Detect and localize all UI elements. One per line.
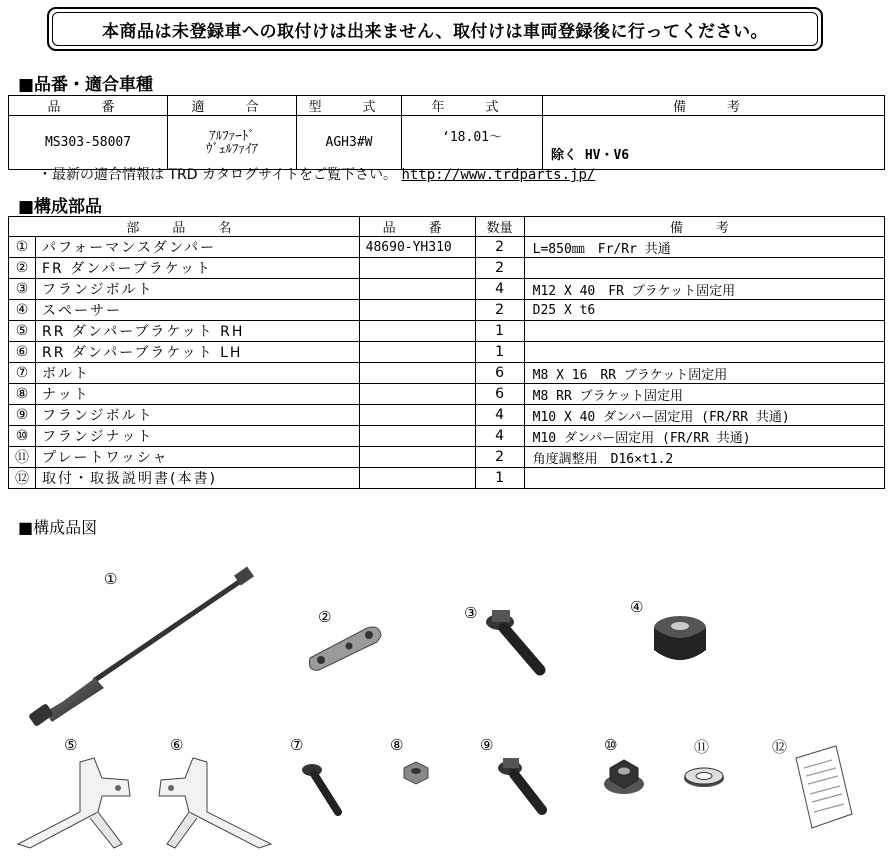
parts-row-name: ナット — [36, 384, 360, 405]
parts-row-part-no — [359, 300, 475, 321]
parts-row — [9, 384, 885, 405]
parts-row-part-no — [359, 342, 475, 363]
diagram-label-3: ③ — [464, 604, 478, 622]
parts-row-note — [524, 468, 884, 489]
parts-row — [9, 279, 885, 300]
diagram-label-6: ⑥ — [170, 736, 184, 754]
bolt-m8-icon — [298, 756, 348, 826]
parts-row — [9, 468, 885, 489]
flange-nut-icon — [602, 756, 652, 800]
parts-row-qty: 1 — [475, 468, 524, 489]
parts-row-name: 取付・取扱説明書(本書) — [36, 468, 360, 489]
parts-row — [9, 258, 885, 279]
parts-row-qty: 4 — [475, 405, 524, 426]
parts-row-part-no — [359, 363, 475, 384]
info-line — [38, 164, 595, 184]
fit-model-1: ｱﾙﾌｧｰﾄﾞ — [209, 128, 255, 144]
fit-header-year: 年 式 — [402, 96, 543, 116]
parts-row-qty: 2 — [475, 300, 524, 321]
diagram-label-1: ① — [104, 570, 118, 588]
parts-row — [9, 321, 885, 342]
parts-row-part-no — [359, 258, 475, 279]
fit-heading: ■品番・適合車種 — [18, 75, 154, 95]
parts-row — [9, 405, 885, 426]
parts-row-num: ⑦ — [9, 363, 36, 384]
parts-row-note: M10 X 40 ダンパー固定用 (FR/RR 共通) — [524, 405, 884, 426]
parts-row-qty: 2 — [475, 258, 524, 279]
parts-row-num: ③ — [9, 279, 36, 300]
parts-row-num: ⑩ — [9, 426, 36, 447]
rr-bracket-rh-icon — [10, 752, 140, 862]
fit-header-note: 備 考 — [543, 96, 885, 116]
parts-row — [9, 426, 885, 447]
notice-text: 本商品は未登録車への取付けは出来ません、取付けは車両登録後に行ってください。 — [52, 12, 818, 46]
parts-row-part-no — [359, 447, 475, 468]
parts-row-qty: 1 — [475, 321, 524, 342]
parts-row-name: ボルト — [36, 363, 360, 384]
fit-model-2: ｳﾞｪﾙﾌｧｲｱ — [206, 141, 258, 157]
parts-row-name: RR ダンパーブラケット LH — [36, 342, 360, 363]
parts-row-note: M8 RR ブラケット固定用 — [524, 384, 884, 405]
parts-row-part-no — [359, 384, 475, 405]
parts-row-qty: 4 — [475, 279, 524, 300]
parts-row-note — [524, 321, 884, 342]
parts-row-note: M8 X 16 RR ブラケット固定用 — [524, 363, 884, 384]
parts-row-part-no — [359, 468, 475, 489]
diagram-label-4: ④ — [630, 598, 644, 616]
fit-header-fit: 適 合 — [168, 96, 297, 116]
info-text: ・最新の適合情報は TRD カタログサイトをご覧下さい。 — [38, 167, 397, 183]
parts-row-num: ⑪ — [9, 447, 36, 468]
parts-row-num: ② — [9, 258, 36, 279]
fit-row — [9, 116, 885, 170]
parts-row-num: ⑫ — [9, 468, 36, 489]
parts-header-part: 品 番 — [359, 217, 475, 237]
parts-row-part-no — [359, 405, 475, 426]
parts-row-num: ⑨ — [9, 405, 36, 426]
parts-row-part-no — [359, 321, 475, 342]
parts-row-note: L=850㎜ Fr/Rr 共通 — [524, 237, 884, 258]
parts-heading: ■構成部品 — [18, 197, 103, 217]
parts-row-qty: 4 — [475, 426, 524, 447]
parts-row-part-no — [359, 279, 475, 300]
diagram-label-7: ⑦ — [290, 736, 304, 754]
fr-bracket-icon — [305, 620, 385, 680]
flange-bolt-m12-icon — [482, 604, 552, 684]
parts-row-name: パフォーマンスダンパー — [36, 237, 360, 258]
parts-row-note — [524, 258, 884, 279]
diagram-label-11: ⑪ — [694, 738, 710, 756]
fit-year: ‘18.01～ — [402, 116, 543, 170]
parts-row-part-no: 48690-YH310 — [359, 237, 475, 258]
parts-row-num: ⑥ — [9, 342, 36, 363]
parts-body — [9, 237, 885, 489]
parts-row-num: ① — [9, 237, 36, 258]
parts-diagram — [0, 540, 894, 860]
parts-row-name: フランジボルト — [36, 279, 360, 300]
parts-row-note — [524, 342, 884, 363]
parts-row-qty: 2 — [475, 447, 524, 468]
fit-type: AGH3#W — [297, 116, 402, 170]
fit-header-type: 型 式 — [297, 96, 402, 116]
manual-document-icon — [792, 744, 862, 834]
parts-row-name: FR ダンパーブラケット — [36, 258, 360, 279]
parts-row-name: フランジナット — [36, 426, 360, 447]
parts-row-num: ⑧ — [9, 384, 36, 405]
diagram-label-10: ⑩ — [604, 736, 618, 754]
fit-header-part: 品 番 — [9, 96, 168, 116]
parts-row-note: M12 X 40 FR ブラケット固定用 — [524, 279, 884, 300]
diagram-label-12: ⑫ — [772, 738, 788, 756]
parts-row-num: ④ — [9, 300, 36, 321]
parts-row-name: スペーサー — [36, 300, 360, 321]
diagram-label-8: ⑧ — [390, 736, 404, 754]
parts-row-qty: 2 — [475, 237, 524, 258]
catalog-link[interactable]: http://www.trdparts.jp/ — [401, 167, 596, 183]
parts-row-qty: 6 — [475, 363, 524, 384]
parts-row-note: 角度調整用 D16×t1.2 — [524, 447, 884, 468]
parts-row — [9, 237, 885, 258]
parts-row-note: M10 ダンパー固定用 (FR/RR 共通) — [524, 426, 884, 447]
parts-row — [9, 342, 885, 363]
parts-row-num: ⑤ — [9, 321, 36, 342]
parts-row-qty: 1 — [475, 342, 524, 363]
diagram-heading: ■構成品図 — [18, 518, 98, 537]
notice-box — [47, 7, 823, 51]
fit-models — [168, 116, 297, 170]
rr-bracket-lh-icon — [155, 752, 285, 862]
parts-row-note: D25 X t6 — [524, 300, 884, 321]
parts-header-name: 部 品 名 — [9, 217, 360, 237]
fit-part-no: MS303-58007 — [9, 116, 168, 170]
flange-bolt-m10-icon — [494, 752, 554, 832]
parts-row-name: プレートワッシャ — [36, 447, 360, 468]
parts-row-part-no — [359, 426, 475, 447]
parts-row — [9, 300, 885, 321]
parts-row-name: RR ダンパーブラケット RH — [36, 321, 360, 342]
diagram-label-2: ② — [318, 608, 332, 626]
diagram-label-9: ⑨ — [480, 736, 494, 754]
parts-header-qty: 数量 — [475, 217, 524, 237]
parts-row — [9, 363, 885, 384]
parts-table — [8, 216, 885, 489]
nut-m8-icon — [396, 758, 436, 794]
parts-header-note: 備 考 — [524, 217, 884, 237]
plate-washer-icon — [680, 764, 730, 794]
fit-table — [8, 95, 885, 170]
parts-row-qty: 6 — [475, 384, 524, 405]
diagram-label-5: ⑤ — [64, 736, 78, 754]
fit-note: 除く HV・V6 — [543, 116, 885, 170]
parts-row — [9, 447, 885, 468]
spacer-icon — [648, 612, 718, 672]
parts-row-name: フランジボルト — [36, 405, 360, 426]
